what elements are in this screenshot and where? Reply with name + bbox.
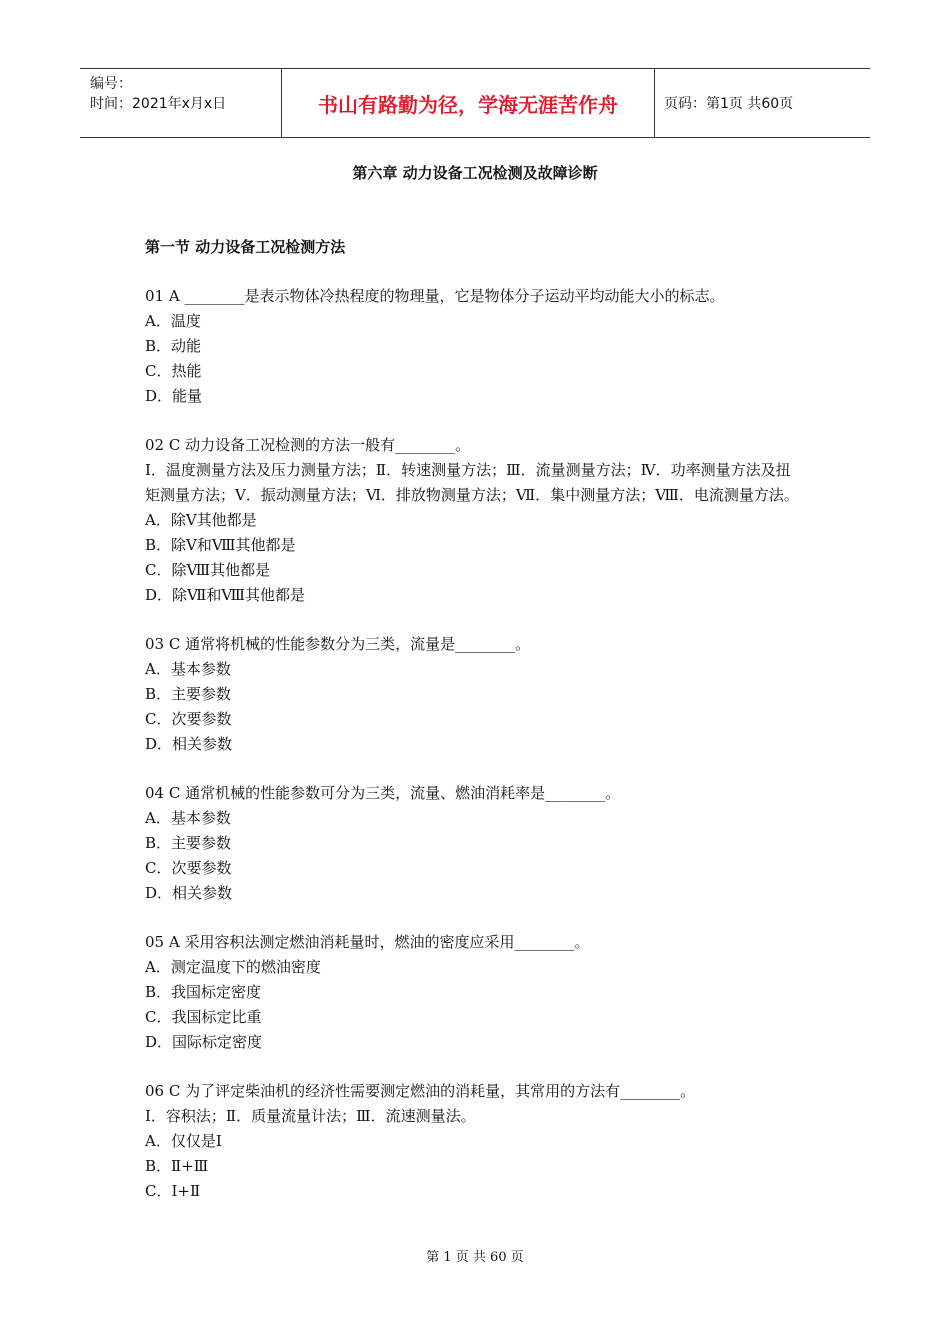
header-page-info: 页码：第1页 共60页 bbox=[664, 96, 794, 112]
question-block bbox=[145, 930, 805, 1055]
answer-option: A．除Ⅴ其他都是 bbox=[145, 511, 257, 529]
answer-option: A．基本参数 bbox=[145, 809, 231, 827]
question-statements: Ⅰ．容积法；Ⅱ．质量流量计法；Ⅲ．流速测量法。 bbox=[145, 1107, 476, 1125]
question-stem: 01 A ________是表示物体冷热程度的物理量，它是物体分子运动平均动能大小的标志。 bbox=[145, 287, 725, 305]
answer-option: C．次要参数 bbox=[145, 710, 232, 728]
section-title: 第一节 动力设备工况检测方法 bbox=[145, 238, 346, 256]
chapter-title: 第六章 动力设备工况检测及故障诊断 bbox=[352, 164, 598, 182]
question-stem: 02 C 动力设备工况检测的方法一般有________。 bbox=[145, 436, 471, 454]
question-statements: Ⅰ．温度测量方法及压力测量方法；Ⅱ．转速测量方法；Ⅲ．流量测量方法；Ⅳ．功率测量方法及扭矩测量方法；Ⅴ．振动测量方法；Ⅵ．排放物测量方法；Ⅶ．集中测量方法；Ⅷ．电流测量方法。 bbox=[145, 461, 799, 504]
answer-option: D．相关参数 bbox=[145, 735, 233, 753]
answer-option: B．主要参数 bbox=[145, 834, 232, 852]
header-motto: 书山有路勤为径，学海无涯苦作舟 bbox=[318, 92, 618, 117]
question-block bbox=[145, 284, 805, 409]
question-stem: 05 A 采用容积法测定燃油消耗量时，燃油的密度应采用________。 bbox=[145, 933, 590, 951]
question-block bbox=[145, 433, 805, 608]
answer-option: D．除Ⅶ和Ⅷ其他都是 bbox=[145, 586, 306, 604]
question-block bbox=[145, 781, 805, 906]
answer-option: B．除Ⅴ和Ⅷ其他都是 bbox=[145, 536, 296, 554]
answer-option: C．次要参数 bbox=[145, 859, 232, 877]
answer-option: A．基本参数 bbox=[145, 660, 231, 678]
date-label: 时间：2021年x月x日 bbox=[90, 96, 227, 112]
answer-option: C．除Ⅷ其他都是 bbox=[145, 561, 271, 579]
answer-option: D．国际标定密度 bbox=[145, 1033, 263, 1051]
header-divider bbox=[654, 69, 655, 137]
answer-option: D．相关参数 bbox=[145, 884, 233, 902]
page-footer: 第 1 页 共 60 页 bbox=[426, 1250, 524, 1265]
question-stem: 03 C 通常将机械的性能参数分为三类，流量是________。 bbox=[145, 635, 531, 653]
answer-option: A．温度 bbox=[145, 312, 201, 330]
answer-option: D．能量 bbox=[145, 387, 203, 405]
answer-option: A．测定温度下的燃油密度 bbox=[145, 958, 321, 976]
answer-option: B．我国标定密度 bbox=[145, 983, 262, 1001]
header-motto-cell bbox=[282, 69, 654, 137]
header-meta bbox=[80, 69, 280, 137]
page-header bbox=[80, 68, 870, 138]
number-label: 编号： bbox=[90, 76, 132, 92]
question-stem: 04 C 通常机械的性能参数可分为三类，流量、燃油消耗率是________。 bbox=[145, 784, 621, 802]
question-block bbox=[145, 632, 805, 757]
answer-option: B．Ⅱ+Ⅲ bbox=[145, 1157, 209, 1175]
answer-option: B．主要参数 bbox=[145, 685, 232, 703]
answer-option: B．动能 bbox=[145, 337, 202, 355]
question-block bbox=[145, 1079, 805, 1204]
question-list bbox=[145, 284, 805, 1228]
answer-option: C．热能 bbox=[145, 362, 202, 380]
answer-option: C．Ⅰ+Ⅱ bbox=[145, 1182, 201, 1200]
answer-option: C．我国标定比重 bbox=[145, 1008, 262, 1026]
answer-option: A．仅仅是Ⅰ bbox=[145, 1132, 222, 1150]
question-stem: 06 C 为了评定柴油机的经济性需要测定燃油的消耗量，其常用的方法有________。 bbox=[145, 1082, 696, 1100]
